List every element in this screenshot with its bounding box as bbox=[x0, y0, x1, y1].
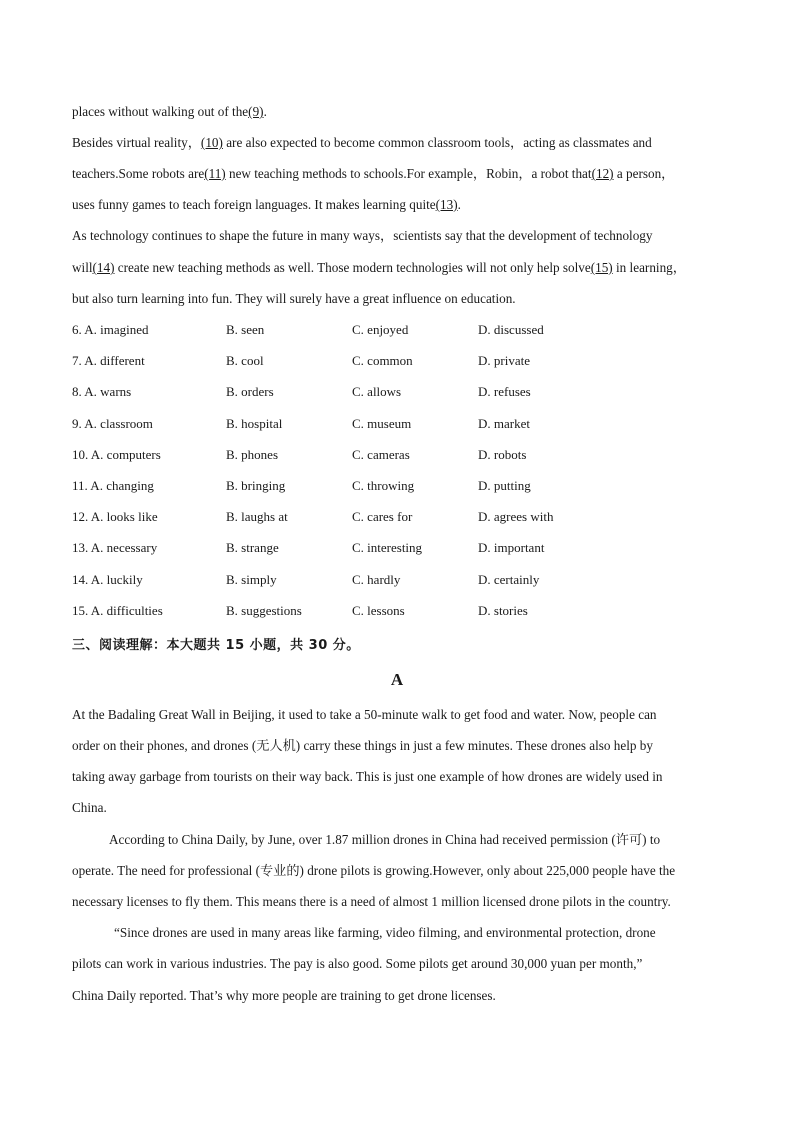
option-b: B. bringing bbox=[226, 478, 286, 493]
cloze-line-5: As technology continues to shape the future in many ways，scientists say that the development of technology bbox=[72, 228, 653, 243]
section-heading: 三、阅读理解：本大题共 15 小题，共 30 分。 bbox=[72, 638, 360, 653]
option-c: C. enjoyed bbox=[352, 322, 409, 337]
question-7-options bbox=[72, 353, 722, 369]
passage-title: A bbox=[390, 670, 404, 689]
option-a: 9. A. classroom bbox=[72, 416, 153, 431]
option-b: B. orders bbox=[226, 384, 274, 399]
option-c: C. interesting bbox=[352, 540, 423, 555]
option-d: D. putting bbox=[478, 478, 531, 493]
option-d: D. agrees with bbox=[478, 509, 554, 524]
cloze-line-7: but also turn learning into fun. They will surely have a great influence on education. bbox=[72, 291, 516, 306]
option-d: D. discussed bbox=[478, 322, 544, 337]
option-a: 10. A. computers bbox=[72, 447, 161, 462]
passage-line: operate. The need for professional (专业的) drone pilots is growing.However, only about 225,000 people have the bbox=[72, 863, 676, 878]
question-8-options bbox=[72, 384, 722, 400]
option-c: C. cameras bbox=[352, 447, 410, 462]
option-b: B. strange bbox=[226, 540, 279, 555]
question-15-options bbox=[72, 603, 722, 619]
option-c: C. common bbox=[352, 353, 413, 368]
passage-line: At the Badaling Great Wall in Beijing, it used to take a 50-minute walk to get food and water. Now, people can bbox=[72, 707, 657, 722]
blank-13: (13) bbox=[435, 197, 458, 212]
option-c: C. museum bbox=[352, 416, 412, 431]
option-a: 11. A. changing bbox=[72, 478, 154, 493]
blank-15: (15) bbox=[590, 260, 613, 275]
option-a: 6. A. imagined bbox=[72, 322, 149, 337]
option-b: B. laughs at bbox=[226, 509, 288, 524]
cloze-line-6: will(14) create new teaching methods as well. Those modern technologies will not only help solve(15) in learning， bbox=[72, 260, 686, 275]
option-c: C. allows bbox=[352, 384, 402, 399]
question-11-options bbox=[72, 478, 722, 494]
blank-11: (11) bbox=[204, 166, 226, 181]
passage-line: necessary licenses to fly them. This means there is a need of almost 1 million licensed drone pilots in the country. bbox=[72, 894, 671, 909]
option-b: B. phones bbox=[226, 447, 278, 462]
option-b: B. hospital bbox=[226, 416, 283, 431]
option-a: 12. A. looks like bbox=[72, 509, 158, 524]
option-d: D. market bbox=[478, 416, 530, 431]
question-14-options bbox=[72, 572, 722, 588]
passage-line: China Daily reported. That’s why more people are training to get drone licenses. bbox=[72, 988, 496, 1003]
passage-line: “Since drones are used in many areas like farming, video filming, and environmental protection, drone bbox=[114, 925, 656, 940]
option-a: 15. A. difficulties bbox=[72, 603, 163, 618]
cloze-line-2: Besides virtual reality，(10) are also expected to become common classroom tools，acting as classmates and bbox=[72, 135, 652, 150]
blank-9: (9) bbox=[248, 104, 264, 119]
option-b: B. cool bbox=[226, 353, 264, 368]
option-a: 7. A. different bbox=[72, 353, 145, 368]
option-d: D. robots bbox=[478, 447, 527, 462]
cloze-line-1: places without walking out of the(9). bbox=[72, 104, 267, 119]
question-9-options bbox=[72, 416, 722, 432]
question-12-options bbox=[72, 509, 722, 525]
option-a: 13. A. necessary bbox=[72, 540, 158, 555]
option-d: D. certainly bbox=[478, 572, 540, 587]
cloze-line-4: uses funny games to teach foreign languages. It makes learning quite(13). bbox=[72, 197, 461, 212]
question-10-options bbox=[72, 447, 722, 463]
question-6-options bbox=[72, 322, 722, 338]
blank-12: (12) bbox=[591, 166, 614, 181]
passage-line: pilots can work in various industries. The pay is also good. Some pilots get around 30,000 yuan per month,” bbox=[72, 956, 643, 971]
passage-line: taking away garbage from tourists on their way back. This is just one example of how drones are widely used in bbox=[72, 769, 663, 784]
blank-10: (10) bbox=[200, 135, 223, 150]
option-c: C. hardly bbox=[352, 572, 401, 587]
option-d: D. private bbox=[478, 353, 530, 368]
cloze-line-3: teachers.Some robots are(11) new teaching methods to schools.For example，Robin，a robot that(12) a person， bbox=[72, 166, 675, 181]
blank-14: (14) bbox=[92, 260, 115, 275]
option-b: B. simply bbox=[226, 572, 277, 587]
option-d: D. refuses bbox=[478, 384, 531, 399]
option-a: 8. A. warns bbox=[72, 384, 132, 399]
option-c: C. lessons bbox=[352, 603, 405, 618]
option-d: D. stories bbox=[478, 603, 528, 618]
passage-line: According to China Daily, by June, over 1.87 million drones in China had received permission (许可) to bbox=[109, 832, 661, 847]
passage-line: China. bbox=[72, 800, 107, 815]
passage-line: order on their phones, and drones (无人机) carry these things in just a few minutes. These drones also help by bbox=[72, 738, 653, 753]
option-c: C. throwing bbox=[352, 478, 415, 493]
option-a: 14. A. luckily bbox=[72, 572, 143, 587]
question-13-options bbox=[72, 540, 722, 556]
option-d: D. important bbox=[478, 540, 545, 555]
option-b: B. suggestions bbox=[226, 603, 302, 618]
option-c: C. cares for bbox=[352, 509, 413, 524]
option-b: B. seen bbox=[226, 322, 265, 337]
